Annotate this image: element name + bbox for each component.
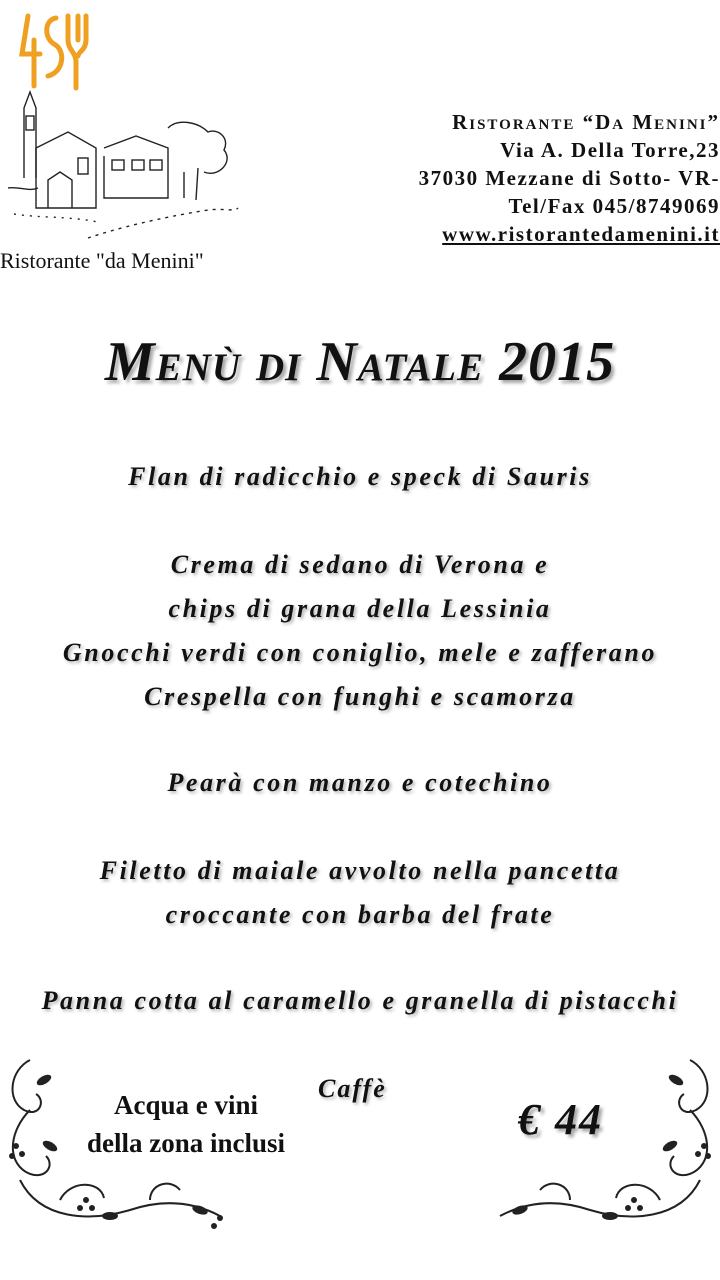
restaurant-sketch-icon — [8, 88, 240, 248]
dish-line: Panna cotta al caramello e granella di pistacchi — [41, 986, 679, 1015]
dish-line: Flan di radicchio e speck di Sauris — [128, 462, 592, 491]
dish-line: chips di grana della Lessinia — [168, 594, 552, 623]
included-line-1: Acqua e vini — [113, 1090, 259, 1120]
dish-line: Crema di sedano di Verona e — [170, 550, 550, 579]
dish-line: Filetto di maiale avvolto nella pancetta — [99, 856, 621, 885]
dish-line: croccante con barba del frate — [165, 900, 555, 929]
city-address: 37030 Mezzane di Sotto- VR- — [418, 166, 720, 190]
dish-line: Gnocchi verdi con coniglio, mele e zafferano — [62, 638, 658, 667]
logo-caption: Ristorante "da Menini" — [0, 248, 204, 273]
dish-line: Pearà con manzo e cotechino — [167, 768, 553, 797]
restaurant-name: Ristorante “Da Menini” — [452, 110, 720, 134]
included-line-2: della zona inclusi — [86, 1128, 286, 1158]
menu-price: € 44 — [518, 1095, 603, 1144]
street-address: Via A. Della Torre,23 — [500, 138, 720, 162]
phone-number: Tel/Fax 045/8749069 — [508, 194, 720, 218]
coffee-item: Caffè — [318, 1074, 387, 1103]
drinks-included-note — [60, 1086, 312, 1162]
dish-line: Crespella con funghi e scamorza — [144, 682, 576, 711]
website-link[interactable]: www.ristorantedamenini.it — [442, 222, 720, 246]
fork-knife-logo-icon — [14, 10, 90, 94]
menu-title: Menù di Natale 2015 — [104, 331, 616, 393]
address-block — [360, 108, 720, 248]
